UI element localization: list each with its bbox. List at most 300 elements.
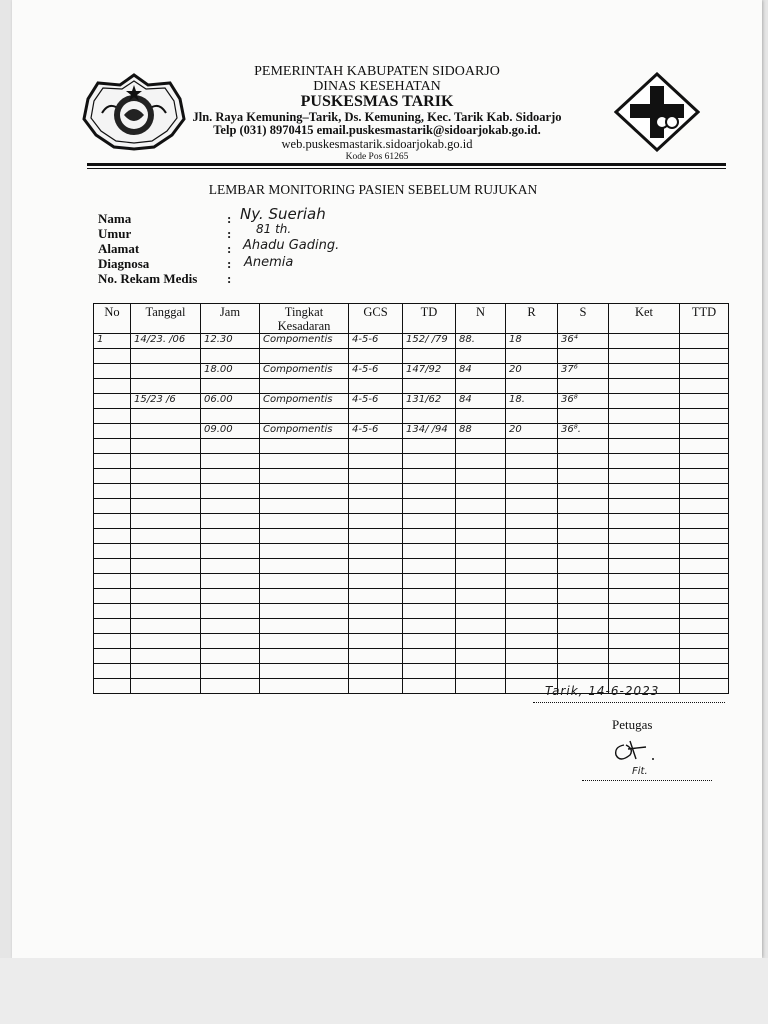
table-cell-no [94,499,131,514]
table-row [94,619,729,634]
table-cell-n [456,394,506,409]
table-cell-ttd [680,574,729,589]
table-cell-r [506,634,558,649]
table-cell-ttd [680,499,729,514]
table-cell-r [506,589,558,604]
table-cell-ket [609,544,680,559]
table-cell-td [403,619,456,634]
table-cell-kesadaran [260,349,349,364]
cell-value-gcs: 4-5-6 [352,364,379,375]
cell-value-tanggal: 14/23. /06 [134,334,186,345]
table-row [94,574,729,589]
table-cell-n [456,424,506,439]
colon: : [227,241,232,256]
table-row [94,559,729,574]
table-cell-tanggal [131,484,201,499]
table-cell-ttd [680,544,729,559]
table-cell-jam [201,334,260,349]
table-cell-td [403,604,456,619]
table-cell-r [506,559,558,574]
cell-value-r: 20 [509,364,522,375]
scan-background [0,958,768,1024]
column-header-s: S [558,304,609,334]
table-cell-n [456,499,506,514]
table-cell-tanggal [131,664,201,679]
table-cell-r [506,364,558,379]
table-cell-gcs [349,619,403,634]
table-cell-gcs [349,364,403,379]
table-cell-ket [609,409,680,424]
table-cell-s [558,634,609,649]
table-cell-td [403,529,456,544]
petugas-label: Petugas [612,717,653,732]
table-row [94,544,729,559]
table-cell-s [558,499,609,514]
table-cell-td [403,364,456,379]
table-cell-r [506,544,558,559]
table-cell-tanggal [131,559,201,574]
table-cell-no [94,379,131,394]
table-cell-n [456,409,506,424]
table-cell-jam [201,454,260,469]
table-cell-jam [201,604,260,619]
table-cell-r [506,439,558,454]
table-cell-no [94,469,131,484]
table-cell-n [456,559,506,574]
table-cell-s [558,439,609,454]
table-cell-no [94,604,131,619]
table-cell-s [558,349,609,364]
table-cell-gcs [349,679,403,694]
table-cell-kesadaran [260,649,349,664]
table-cell-no [94,679,131,694]
table-cell-ket [609,379,680,394]
table-cell-n [456,484,506,499]
table-cell-r [506,394,558,409]
table-cell-gcs [349,484,403,499]
table-cell-s [558,484,609,499]
table-cell-jam [201,589,260,604]
cell-value-s: 36⁸. [561,424,581,435]
table-cell-ttd [680,514,729,529]
column-header-tanggal: Tanggal [131,304,201,334]
label-no-rekam-medis: No. Rekam Medis [98,271,198,286]
table-cell-ket [609,604,680,619]
table-cell-ket [609,484,680,499]
signer-initials: Fit. [632,766,648,777]
table-cell-ket [609,664,680,679]
table-cell-tanggal [131,529,201,544]
table-cell-td [403,409,456,424]
table-cell-no [94,514,131,529]
table-cell-r [506,454,558,469]
table-cell-r [506,379,558,394]
table-cell-td [403,484,456,499]
table-cell-gcs [349,394,403,409]
table-cell-no [94,334,131,349]
table-cell-ttd [680,364,729,379]
cell-value-no: 1 [97,334,104,345]
table-cell-kesadaran [260,529,349,544]
table-cell-ket [609,454,680,469]
table-cell-r [506,334,558,349]
table-header-row [94,304,729,334]
table-cell-n [456,514,506,529]
table-cell-gcs [349,439,403,454]
table-cell-ttd [680,619,729,634]
column-header-n: N [456,304,506,334]
table-cell-tanggal [131,619,201,634]
table-cell-r [506,649,558,664]
table-cell-kesadaran [260,469,349,484]
table-cell-no [94,634,131,649]
table-cell-no [94,574,131,589]
table-cell-kesadaran [260,619,349,634]
table-cell-gcs [349,544,403,559]
table-cell-n [456,574,506,589]
monitoring-table [93,303,729,694]
table-cell-no [94,424,131,439]
column-header-tingkat-kesadaran: Tingkat Kesadaran [260,304,349,334]
table-cell-r [506,499,558,514]
cell-value-n: 84 [459,364,472,375]
cell-value-s: 37⁶ [561,364,578,375]
table-cell-n [456,544,506,559]
column-header-jam: Jam [201,304,260,334]
cell-value-r: 18 [509,334,522,345]
table-cell-n [456,349,506,364]
colon: : [227,256,232,271]
table-cell-no [94,409,131,424]
table-cell-tanggal [131,379,201,394]
table-row [94,589,729,604]
table-cell-s [558,589,609,604]
table-cell-s [558,364,609,379]
table-cell-tanggal [131,454,201,469]
table-cell-s [558,664,609,679]
table-cell-ket [609,364,680,379]
table-cell-jam [201,619,260,634]
cell-value-td: 131/62 [406,394,442,405]
table-cell-s [558,559,609,574]
table-cell-s [558,529,609,544]
table-cell-jam [201,364,260,379]
cell-value-td: 152/ /79 [406,334,448,345]
table-cell-td [403,334,456,349]
table-cell-jam [201,484,260,499]
table-cell-gcs [349,649,403,664]
table-cell-ttd [680,484,729,499]
table-cell-n [456,439,506,454]
cell-value-kesadaran: Compomentis [263,424,333,435]
table-cell-td [403,589,456,604]
table-cell-gcs [349,559,403,574]
table-cell-gcs [349,349,403,364]
column-header-gcs: GCS [349,304,403,334]
table-cell-tanggal [131,439,201,454]
table-cell-jam [201,409,260,424]
table-cell-tanggal [131,409,201,424]
table-cell-gcs [349,454,403,469]
table-cell-ttd [680,589,729,604]
table-cell-kesadaran [260,544,349,559]
column-header-ttd: TTD [680,304,729,334]
table-cell-ket [609,589,680,604]
table-cell-tanggal [131,589,201,604]
table-cell-ket [609,619,680,634]
table-cell-n [456,634,506,649]
table-cell-gcs [349,664,403,679]
table-cell-kesadaran [260,334,349,349]
table-cell-no [94,364,131,379]
table-cell-gcs [349,424,403,439]
table-cell-ket [609,529,680,544]
table-cell-ttd [680,664,729,679]
table-cell-gcs [349,604,403,619]
table-cell-s [558,619,609,634]
table-cell-n [456,469,506,484]
cell-value-td: 134/ /94 [406,424,448,435]
table-cell-kesadaran [260,499,349,514]
table-cell-kesadaran [260,379,349,394]
table-row [94,499,729,514]
table-cell-ttd [680,469,729,484]
table-cell-tanggal [131,514,201,529]
cell-value-gcs: 4-5-6 [352,394,379,405]
table-cell-jam [201,544,260,559]
table-cell-n [456,529,506,544]
cell-value-gcs: 4-5-6 [352,424,379,435]
table-cell-s [558,469,609,484]
table-cell-r [506,574,558,589]
table-cell-s [558,454,609,469]
table-cell-tanggal [131,394,201,409]
table-cell-tanggal [131,469,201,484]
label-alamat: Alamat [98,241,140,256]
table-cell-jam [201,469,260,484]
table-cell-no [94,649,131,664]
table-cell-td [403,679,456,694]
table-cell-ket [609,574,680,589]
table-cell-ket [609,334,680,349]
table-cell-s [558,514,609,529]
table-cell-s [558,544,609,559]
table-cell-tanggal [131,544,201,559]
table-cell-no [94,544,131,559]
table-cell-td [403,349,456,364]
table-cell-s [558,334,609,349]
header-line-2: DINAS KESEHATAN [313,79,441,94]
cell-value-n: 88. [459,334,475,345]
table-row [94,379,729,394]
table-cell-n [456,364,506,379]
table-row [94,424,729,439]
table-cell-r [506,619,558,634]
table-cell-gcs [349,574,403,589]
table-cell-jam [201,379,260,394]
table-cell-jam [201,349,260,364]
table-row [94,469,729,484]
table-cell-s [558,574,609,589]
table-row [94,634,729,649]
table-cell-td [403,499,456,514]
table-cell-r [506,604,558,619]
table-cell-ttd [680,454,729,469]
table-cell-tanggal [131,499,201,514]
cell-value-s: 36⁴ [561,334,578,345]
table-cell-ttd [680,394,729,409]
table-cell-gcs [349,499,403,514]
cell-value-s: 36⁸ [561,394,578,405]
column-header-td: TD [403,304,456,334]
table-cell-ttd [680,424,729,439]
header-rule-thick [87,163,726,166]
table-row [94,664,729,679]
column-header-ket: Ket [609,304,680,334]
table-cell-gcs [349,514,403,529]
document-title: LEMBAR MONITORING PASIEN SEBELUM RUJUKAN [208,182,538,197]
table-cell-jam [201,634,260,649]
table-cell-ttd [680,559,729,574]
label-umur: Umur [98,226,132,241]
table-cell-gcs [349,589,403,604]
table-cell-kesadaran [260,394,349,409]
table-cell-ttd [680,439,729,454]
table-cell-td [403,424,456,439]
table-cell-td [403,664,456,679]
table-cell-r [506,664,558,679]
cell-value-n: 84 [459,394,472,405]
table-cell-gcs [349,469,403,484]
table-cell-gcs [349,634,403,649]
table-cell-jam [201,574,260,589]
table-cell-td [403,469,456,484]
table-cell-td [403,574,456,589]
table-row [94,454,729,469]
table-body [94,334,729,694]
table-cell-ket [609,469,680,484]
table-cell-r [506,484,558,499]
table-row [94,514,729,529]
table-row [94,529,729,544]
table-cell-tanggal [131,634,201,649]
table-cell-tanggal [131,574,201,589]
table-cell-ttd [680,604,729,619]
cell-value-jam: 09.00 [204,424,233,435]
table-cell-ttd [680,349,729,364]
table-cell-ket [609,559,680,574]
table-cell-ket [609,649,680,664]
table-row [94,349,729,364]
table-cell-ttd [680,634,729,649]
cell-value-n: 88 [459,424,472,435]
document-page [12,0,762,958]
place-date: Tarik, 14-6-2023 [545,684,660,698]
table-cell-ket [609,424,680,439]
table-cell-tanggal [131,349,201,364]
table-cell-s [558,604,609,619]
header-line-1: PEMERINTAH KABUPATEN SIDOARJO [254,64,500,79]
table-row [94,649,729,664]
cell-value-r: 18. [509,394,525,405]
table-cell-ttd [680,379,729,394]
cell-value-tanggal: 15/23 /6 [134,394,176,405]
cell-value-td: 147/92 [406,364,442,375]
table-cell-td [403,439,456,454]
table-cell-ttd [680,529,729,544]
table-row [94,409,729,424]
cell-value-kesadaran: Compomentis [263,394,333,405]
table-cell-gcs [349,334,403,349]
table-cell-no [94,454,131,469]
header-website: web.puskesmastarik.sidoarjokab.go.id [281,137,473,151]
table-row [94,364,729,379]
header-address: Jln. Raya Kemuning–Tarik, Ds. Kemuning, Kec. Tarik Kab. Sidoarjo [192,110,562,124]
header-line-3: PUSKESMAS TARIK [300,93,454,110]
table-cell-ket [609,439,680,454]
table-cell-no [94,439,131,454]
table-cell-kesadaran [260,574,349,589]
table-cell-ket [609,394,680,409]
cell-value-jam: 12.30 [204,334,233,345]
place-date-line [533,686,725,703]
table-cell-td [403,379,456,394]
table-cell-ttd [680,334,729,349]
table-cell-tanggal [131,424,201,439]
table-cell-no [94,394,131,409]
table-cell-n [456,379,506,394]
table-cell-ket [609,514,680,529]
table-cell-tanggal [131,364,201,379]
table-cell-r [506,349,558,364]
colon: : [227,271,232,286]
label-diagnosa: Diagnosa [98,256,150,271]
table-cell-tanggal [131,649,201,664]
table-cell-ttd [680,649,729,664]
table-cell-tanggal [131,334,201,349]
table-cell-td [403,454,456,469]
table-cell-n [456,664,506,679]
table-cell-td [403,634,456,649]
table-cell-no [94,529,131,544]
table-cell-no [94,664,131,679]
table-cell-kesadaran [260,589,349,604]
label-nama: Nama [98,211,132,226]
table-cell-ket [609,634,680,649]
table-cell-kesadaran [260,484,349,499]
colon: : [227,226,232,241]
table-row [94,484,729,499]
table-cell-kesadaran [260,604,349,619]
table-cell-kesadaran [260,424,349,439]
table-row [94,604,729,619]
column-header-r: R [506,304,558,334]
table-cell-jam [201,679,260,694]
table-cell-n [456,454,506,469]
value-umur: 81 th. [256,222,292,236]
table-cell-n [456,604,506,619]
table-cell-no [94,559,131,574]
table-cell-ttd [680,409,729,424]
table-cell-td [403,514,456,529]
table-cell-r [506,424,558,439]
table-cell-s [558,409,609,424]
header-contact: Telp (031) 8970415 email.puskesmastarik@sidoarjokab.go.id. [213,123,541,137]
colon: : [227,211,232,226]
cell-value-kesadaran: Compomentis [263,334,333,345]
table-cell-r [506,409,558,424]
table-cell-td [403,394,456,409]
